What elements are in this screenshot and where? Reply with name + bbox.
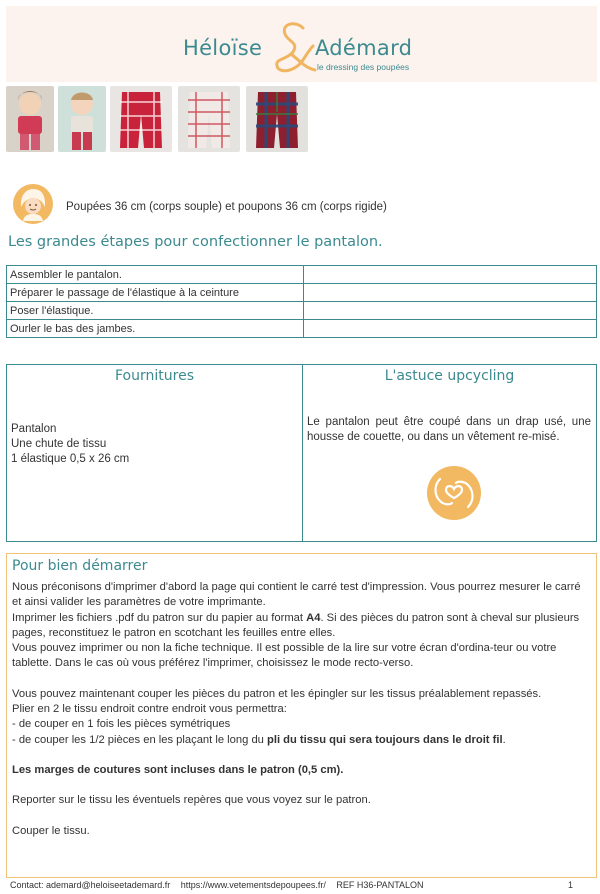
hands-heart-icon (426, 465, 482, 521)
brand-logo (181, 20, 431, 80)
list-item: 1 élastique 0,5 x 26 cm (11, 453, 130, 465)
paragraph: Nous préconisons d'imprimer d'abord la page qui contient le carré test d'impression. Vous pourrez mesurer le carré et ainsi valider les paramètres de votre imprimante. (12, 581, 581, 609)
fournitures-list (11, 422, 129, 467)
steps-section-title: Les grandes étapes pour confectionner le pantalon. (8, 234, 383, 250)
getting-started-box (6, 553, 597, 878)
paragraph: Vous pouvez maintenant couper les pièces du patron et les épingler sur les tissus préalablement repassés. (12, 687, 542, 700)
paragraph (12, 611, 590, 642)
step-cell: Préparer le passage de l'élastique à la ceinture (7, 284, 304, 302)
header-banner (6, 6, 597, 82)
footer-ref: REF H36-PANTALON (336, 880, 424, 890)
text-span: . (502, 733, 506, 746)
step-cell: Poser l'élastique. (7, 302, 304, 320)
brand-tagline: le dressing des poupées (317, 62, 410, 72)
thumbnail-pants-red-plaid[interactable] (110, 86, 172, 152)
thumbnail-pants-tartan[interactable] (246, 86, 308, 152)
footer-contact[interactable]: Contact: ademard@heloiseetademard.fr (10, 880, 171, 890)
table-row (7, 320, 597, 338)
ampersand-logo-icon (269, 20, 319, 76)
text-span: . Si des pièces du patron sont à cheval sur plusieurs pages, reconstituez le patron en scotchant les feuilles entre elles. (12, 611, 580, 639)
paragraph: Reporter sur le tissu les éventuels repères que vous voyez sur le patron. (12, 794, 371, 807)
list-item: Pantalon (11, 423, 57, 435)
paragraph: Couper le tissu. (12, 824, 90, 837)
footer (10, 880, 590, 890)
table-row (7, 302, 597, 320)
paragraph: Plier en 2 le tissu endroit contre endroit vous permettra: (12, 703, 287, 716)
paragraph (12, 733, 590, 748)
step-cell: Ourler le bas des jambes. (7, 320, 304, 338)
fournitures-box (6, 364, 303, 542)
paper-format: A4 (306, 611, 321, 624)
page-number: 1 (568, 880, 574, 890)
paragraph: - de couper en 1 fois les pièces symétriques (12, 718, 231, 731)
seam-allowance-note: Les marges de coutures sont incluses dans le patron (0,5 cm). (12, 763, 344, 776)
step-cell: Assembler le pantalon. (7, 266, 304, 284)
step-checkbox-cell[interactable] (304, 320, 597, 338)
text-span: Imprimer les fichiers .pdf du patron sur du papier au format (12, 611, 307, 624)
table-row (7, 284, 597, 302)
thumbnail-doll-front[interactable] (6, 86, 54, 152)
brand-name-part1: Héloïse (183, 36, 263, 60)
footer-url[interactable]: https://www.vetementsdepoupees.fr/ (180, 880, 326, 890)
intro-text: Poupées 36 cm (corps souple) et poupons 36 cm (corps rigide) (66, 201, 387, 213)
getting-started-body (12, 580, 590, 839)
step-checkbox-cell[interactable] (304, 302, 597, 320)
paragraph: Vous pouvez imprimer ou non la fiche technique. Il est possible de la lire sur votre écran d'ordina-teur ou votre tablette. Dans le cas où vous préférez l'imprimer, choisissez le mode recto-verso. (12, 642, 557, 670)
astuce-box (302, 364, 597, 542)
getting-started-title: Pour bien démarrer (12, 558, 148, 574)
intro-row (12, 183, 572, 227)
brand-name-part2: Adémard (315, 36, 413, 60)
step-checkbox-cell[interactable] (304, 284, 597, 302)
text-span: - de couper les 1/2 pièces en les plaçant le long du (12, 733, 267, 746)
table-row (7, 266, 597, 284)
list-item: Une chute de tissu (11, 438, 107, 450)
astuce-text: Le pantalon peut être coupé dans un drap usé, une housse de couette, ou dans un vêtement re-misé. (307, 416, 591, 443)
thumbnail-pants-white-plaid[interactable] (178, 86, 240, 152)
step-checkbox-cell[interactable] (304, 266, 597, 284)
fournitures-title: Fournitures (115, 368, 194, 384)
grain-note: pli du tissu qui sera toujours dans le droit fil (267, 733, 503, 746)
thumbnail-doll-side[interactable] (58, 86, 106, 152)
astuce-title: L'astuce upcycling (384, 368, 515, 384)
steps-table (6, 265, 597, 338)
doll-face-icon (12, 183, 54, 225)
